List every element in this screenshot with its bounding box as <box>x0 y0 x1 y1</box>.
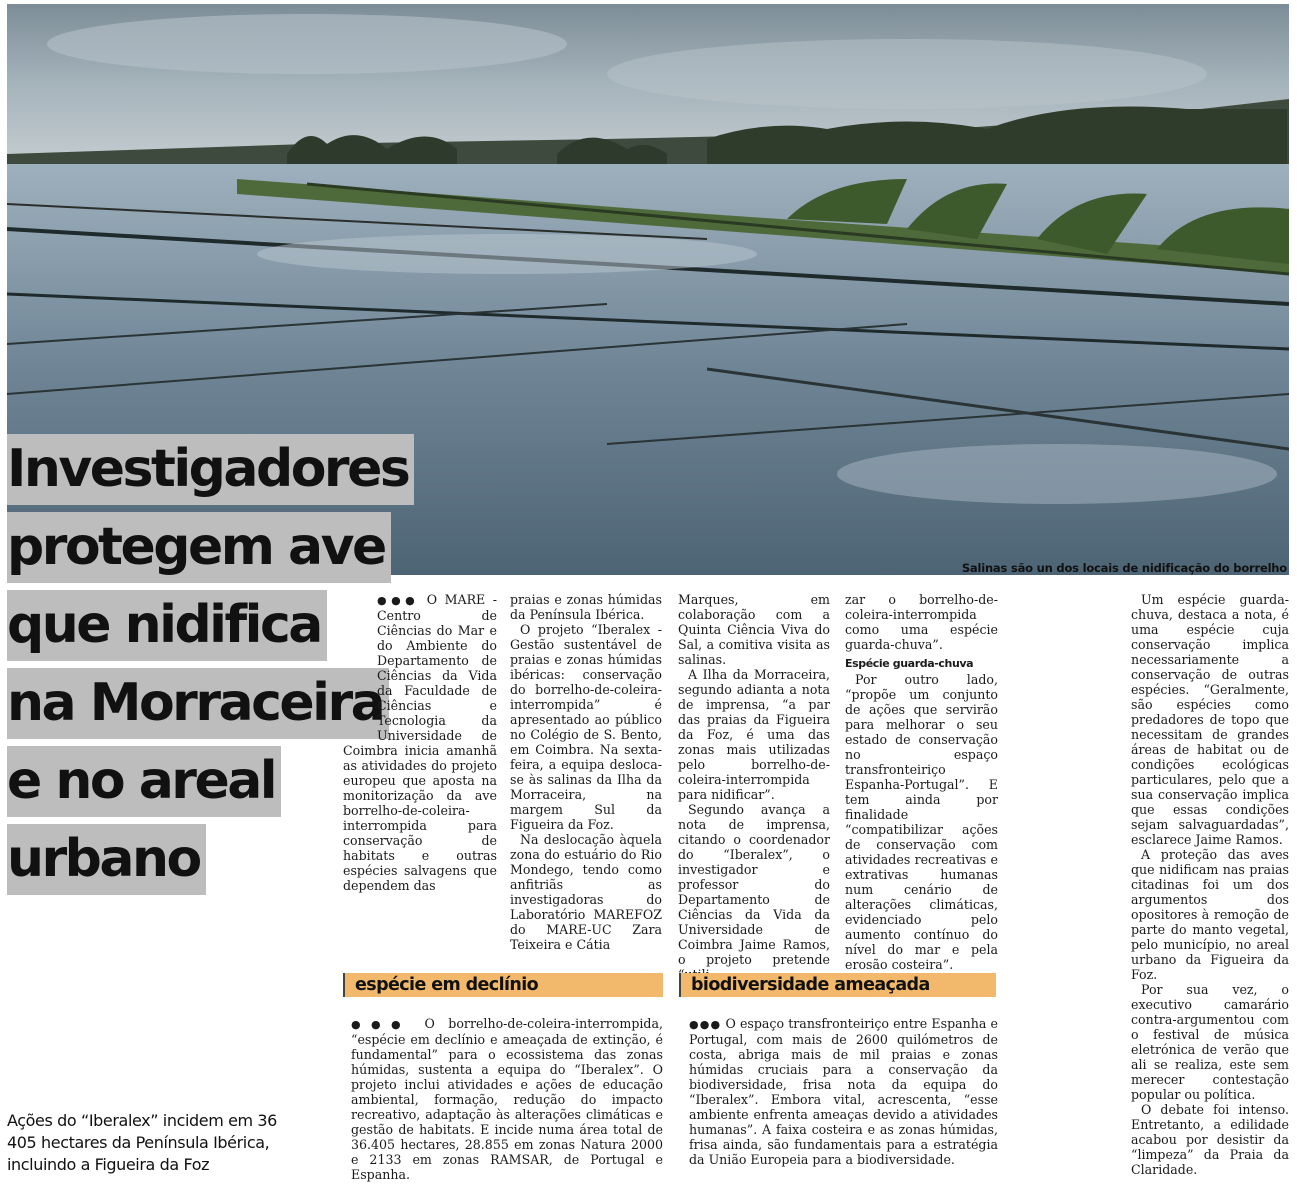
article-paragraph: O debate foi intenso. Entretanto, a edilidade acabou por desistir da “limpeza” da Praia da Claridade. <box>1131 1102 1289 1177</box>
box-text-especie <box>351 1016 663 1182</box>
article-column-3 <box>678 592 830 982</box>
photo-caption: Salinas são un dos locais de nidificação do borrelho <box>961 561 1287 575</box>
lead-text: Ações do “Iberalex” incidem em 36 405 hectares da Península Ibérica, incluindo a Figueira da Foz <box>7 1111 277 1174</box>
article-column-4 <box>845 592 998 972</box>
bullet-icon: ●●● <box>689 1018 722 1031</box>
article-paragraph: ●●● O MARE - Centro de Ciências do Mar e do Ambiente do Departamento de Ciências da Vida da Faculdade de Ciências e Tecnologia da Universidade de Coimbra inicia amanhã as atividades do projeto europeu que aposta na monitorização da ave borrelho-de-coleira-interrompida para conservação de habitats e outras espécies salvagens que dependem das <box>343 592 497 893</box>
article-paragraph: praias e zonas húmidas da Península Ibérica. <box>510 592 662 622</box>
box-header-especie: espécie em declínio <box>343 973 663 997</box>
headline-line: urbano <box>7 824 206 895</box>
headline-line: na Morraceira <box>7 668 389 739</box>
article-paragraph: Na deslocação àquela zona do estuário do Rio Mondego, tendo como anfitriãs as investigadoras do Laboratório MAREFOZ do MARE-UC Zara Teixeira e Cátia <box>510 832 662 952</box>
box-header-biodiversidade: biodiversidade ameaçada <box>679 973 996 997</box>
article-paragraph: ●●● O borrelho-de-coleira-interrompida, “espécie em declínio e ameaçada de extinção, é fundamental” para o ecossistema das zonas húmidas, sustenta a equipa do “Iberalex”. O projeto inclui atividades e ações de educação ambiental, formação, redução do impacto recreativo, adaptação às alterações climáticas e gestão de habitats. E incide numa área total de 36.405 hectares, 28.855 em zonas Natura 2000 e 2133 em zonas RAMSAR, de Portugal e Espanha. <box>351 1016 663 1182</box>
article-column-1 <box>343 592 497 952</box>
article-paragraph: A proteção das aves que nidificam nas praias citadinas foi um dos argumentos dos opositores à remoção de parte do manto vegetal, pelo município, no areal urbano da Figueira da Foz. <box>1131 847 1289 982</box>
bullet-icon: ●●● <box>377 594 420 607</box>
headline-line: e no areal <box>7 746 281 817</box>
article-column-5 <box>1131 592 1289 1177</box>
box-text-biodiversidade <box>689 1016 998 1167</box>
headline-line: protegem ave <box>7 512 391 583</box>
article-paragraph: Por sua vez, o executivo camarário contra-argumentou com o festival de música eletrónica de verão que ali se realiza, este sem merecer contestação popular ou política. <box>1131 982 1289 1102</box>
article-column-2 <box>510 592 662 952</box>
article-paragraph: ●●● O espaço transfronteiriço entre Espanha e Portugal, com mais de 2600 quilómetros de costa, abriga mais de mil praias e zonas húmidas cruciais para a conservação da biodiversidade, frisa nota da equipa do “Iberalex”. Embora vital, acrescenta, “esse ambiente enfrenta ameaças devido a atividades humanas”. A faixa costeira e as zonas húmidas, frisa ainda, são fundamentais para a estratégia da União Europeia para a biodiversidade. <box>689 1016 998 1167</box>
article-paragraph: zar o borrelho-de-coleira-interrompida como uma espécie guarda-chuva”. <box>845 592 998 652</box>
headline-wrap-spacer <box>343 592 377 742</box>
headline-line: que nidifica <box>7 590 327 661</box>
article-paragraph: Marques, em colaboração com a Quinta Ciência Viva do Sal, a comitiva visita as salinas. <box>678 592 830 667</box>
subheading: Espécie guarda-chuva <box>845 657 974 670</box>
article-paragraph: A Ilha da Morraceira, segundo adianta a nota de imprensa, “a par das praias da Figueira da Foz, é uma das zonas mais utilizadas pelo borrelho-de-coleira-interrompida para nidificar”. <box>678 667 830 802</box>
headline-line: Investigadores <box>7 434 414 505</box>
article-paragraph: O projeto “Iberalex - Gestão sustentável de praias e zonas húmidas ibéricas: conservação do borrelho-de-coleira-interrompida” é apresentado ao público no Colégio de S. Bento, em Coimbra. Na sexta-feira, a equipa desloca-se às salinas da Ilha da Morraceira, na margem Sul da Figueira da Foz. <box>510 622 662 832</box>
article-paragraph: Um espécie guarda-chuva, destaca a nota, é uma espécie cuja conservação implica necessariamente a conservação de outras espécies. “Geralmente, são espécies como predadores de topo que necessitam de grandes áreas de habitat ou de condições ecológicas particulares, pelo que a sua conservação implica que essas condições sejam salvaguardadas”, esclarece Jaime Ramos. <box>1131 592 1289 847</box>
article-paragraph: Segundo avança a nota de imprensa, citando o coordenador do “Iberalex”, o investigador e professor do Departamento de Ciências da Vida da Universidade de Coimbra Jaime Ramos, o projeto pretende <box>678 802 830 967</box>
bullet-icon: ●●● <box>351 1018 412 1031</box>
article-paragraph: Por outro lado, “propõe um conjunto de ações que servirão para melhorar o seu estado de conservação no espaço transfronteiriço Espanha-Portugal”. E tem ainda por finalidade “compatibilizar ações de conservação com atividades recreativas e extrativas humanas num cenário de alterações climáticas, evidenciado pelo aumento contínuo do nível do mar e pela erosão costeira”. <box>845 672 998 972</box>
